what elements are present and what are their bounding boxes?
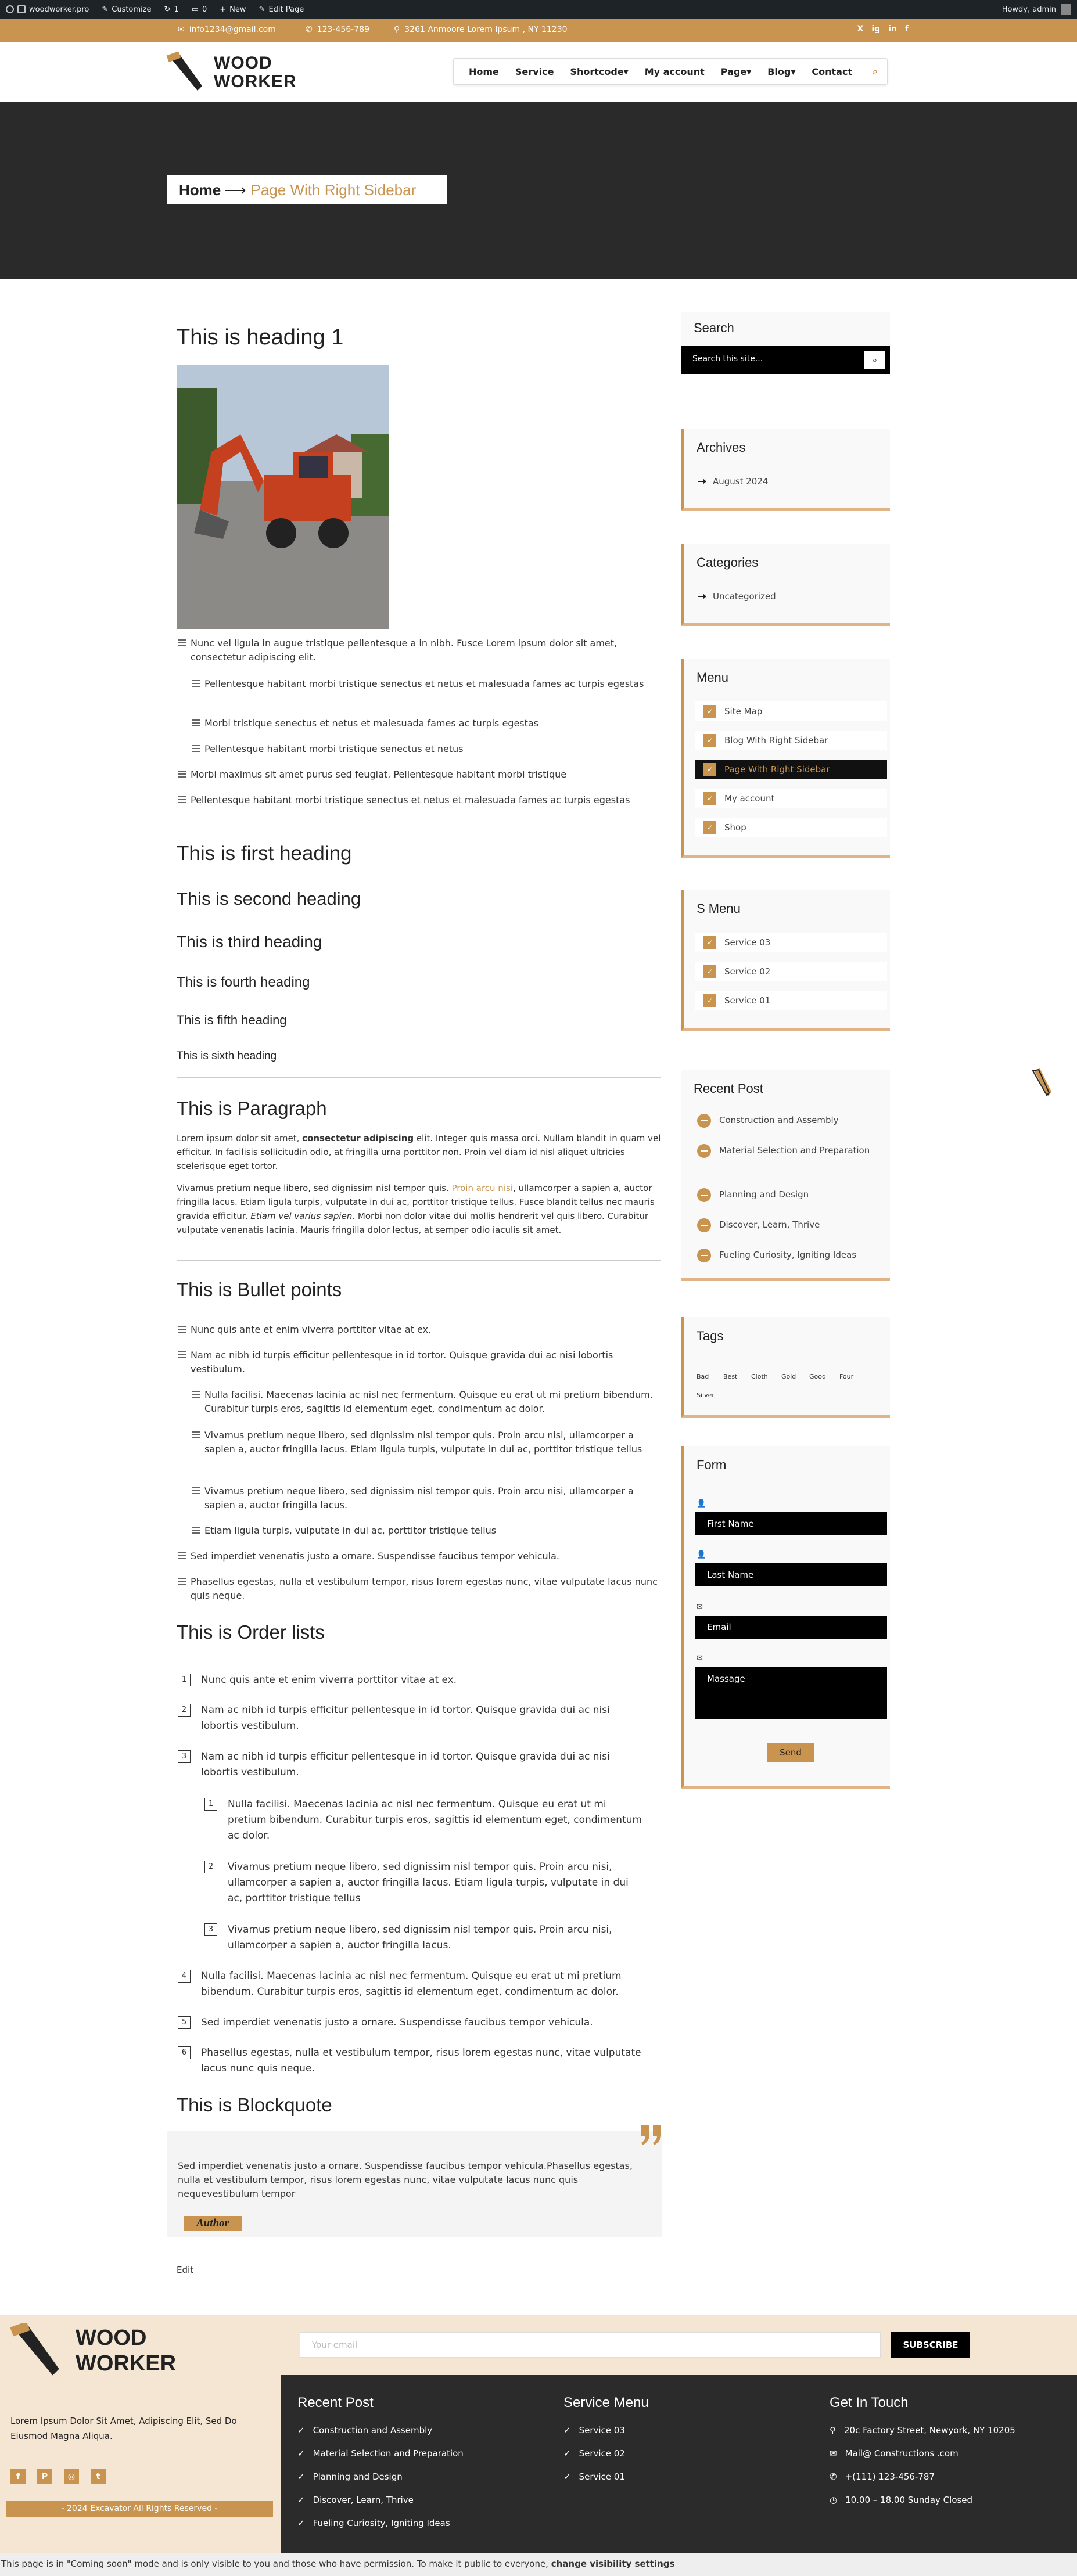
check-icon: ✓ [297, 2448, 305, 2459]
arrow-right-icon [698, 481, 706, 482]
menu-item-blog[interactable]: ✓ Blog With Right Sidebar [695, 731, 887, 750]
phone-icon: ✆ [830, 2471, 837, 2482]
top-bar [0, 19, 1077, 42]
check-icon: ✓ [297, 2471, 305, 2482]
tag-link[interactable]: Best [723, 1373, 738, 1380]
recent-post-item[interactable]: Material Selection and Preparation [697, 1144, 883, 1157]
topbar-email[interactable] [178, 25, 276, 34]
bullet-item: Nam ac nibh id turpis efficitur pellentesque in id tortor. Quisque gravida dui ac nisi lobortis vestibulum. [191, 1348, 661, 1376]
footer-recent-title: Recent Post [297, 2395, 374, 2410]
admin-edit-page[interactable] [259, 5, 304, 14]
admin-updates[interactable] [164, 5, 179, 14]
linkedin-icon[interactable]: in [888, 24, 897, 34]
site-header [0, 42, 1077, 102]
nav-my-account[interactable]: My account [637, 66, 713, 77]
topbar-address [394, 25, 568, 34]
nav-blog[interactable]: Blog▾ [759, 66, 803, 77]
divider [177, 1260, 661, 1261]
breadcrumb-home[interactable]: Home [179, 181, 221, 199]
check-icon: ✓ [703, 965, 716, 978]
pinterest-icon[interactable]: P [37, 2469, 52, 2484]
wordpress-icon [6, 5, 14, 13]
order-item: 5 Sed imperdiet venenatis justo a ornare. Suspendisse faucibus tempor vehicula. [201, 2015, 642, 2031]
last-name-field[interactable]: Last Name [695, 1563, 887, 1586]
saw-icon [166, 52, 208, 93]
form-widget-box [681, 1446, 890, 1789]
scroll-top-icon[interactable] [1032, 1068, 1053, 1098]
archive-item[interactable]: August 2024 [698, 476, 768, 487]
nav-home[interactable]: Home [461, 66, 507, 77]
topbar-phone[interactable] [306, 25, 369, 34]
menu-item-page-right-sidebar[interactable]: ✓ Page With Right Sidebar [695, 760, 887, 779]
facebook-icon[interactable]: f [904, 24, 909, 34]
order-item: 3 Vivamus pretium neque libero, sed dignissim nisl tempor quis. Proin arcu nisi, ullamcorper a sapien a, auctor fringilla lacus. [228, 1922, 642, 1953]
footer-recent-item[interactable]: ✓ Material Selection and Preparation [297, 2448, 464, 2459]
tag-link[interactable]: Good [809, 1373, 826, 1380]
menu-widget [681, 659, 890, 858]
check-icon: ✓ [703, 994, 716, 1007]
paragraph-link[interactable]: Proin arcu nisi [451, 1183, 513, 1193]
order-item: 1 Nulla facilisi. Maecenas lacinia ac nisl nec fermentum. Quisque eu erat ut mi pretium bibendum. Curabitur turpis eros, sagittis id elementum eget, condimentum ac dolor. [228, 1797, 642, 1844]
footer-service-item[interactable]: ✓ Service 03 [563, 2425, 625, 2435]
bullet-item: Phasellus egestas, nulla et vestibulum tempor, risus lorem egestas nunc, vitae vulputate lacus nunc quis neque. [191, 1575, 661, 1603]
tags-widget [681, 1317, 890, 1418]
list-item: Morbi maximus sit amet purus sed feugiat. Pellentesque habitant morbi tristique [191, 768, 661, 782]
twitter-icon[interactable]: t [91, 2469, 106, 2484]
admin-site-label: woodworker.pro [29, 5, 89, 14]
menu-item-site-map[interactable]: ✓ Site Map [695, 701, 887, 721]
quote-text: Sed imperdiet venenatis justo a ornare. Suspendisse faucibus tempor vehicula.Phasellus egestas, nulla et vestibulum tempor, risus lorem egestas nunc, vitae vulputate lacus nunc quis nequevestibulum tempor [178, 2160, 633, 2199]
admin-site[interactable] [6, 5, 89, 14]
topbar-phone-text: 123-456-789 [317, 25, 370, 34]
order-item: 1 Nunc quis ante et enim viverra porttitor vitae at ex. [201, 1672, 642, 1688]
visibility-settings-link[interactable]: change visibility settings [551, 2559, 675, 2569]
notice-text: This page is in "Coming soon" mode and is only visible to you and those who have permission. To make it public to everyone, [1, 2559, 551, 2569]
heading-second: This is second heading [177, 888, 361, 909]
footer-brand [0, 2315, 281, 2553]
order-item: 6 Phasellus egestas, nulla et vestibulum tempor, risus lorem egestas nunc, vitae vulputate lacus nunc quis neque. [201, 2045, 642, 2077]
smenu-item[interactable]: ✓ Service 01 [695, 991, 887, 1010]
saw-icon [9, 2323, 67, 2379]
tag-link[interactable]: Gold [781, 1373, 796, 1380]
check-icon: ✓ [703, 936, 716, 949]
brush-icon: ✎ [102, 5, 109, 14]
check-icon: ✓ [563, 2448, 571, 2459]
breadcrumb-arrow: ⟶ [224, 181, 246, 199]
heading-first: This is first heading [177, 842, 352, 865]
user-icon: 👤 [697, 1550, 706, 1559]
admin-customize-label: Customize [112, 5, 152, 14]
check-icon: ✓ [563, 2425, 571, 2435]
order-item: 3 Nam ac nibh id turpis efficitur pellentesque in id tortor. Quisque gravida dui ac nisi lobortis vestibulum. [201, 1749, 642, 1780]
bullet-item: Vivamus pretium neque libero, sed dignissim nisl tempor quis. Proin arcu nisi, ullamcorper a sapien a, auctor fringilla lacus. [204, 1484, 661, 1512]
admin-new-label: New [229, 5, 246, 14]
check-icon: ✓ [563, 2471, 571, 2482]
search-widget [681, 312, 890, 374]
main-nav [453, 58, 888, 85]
divider [177, 1077, 661, 1078]
plus-icon: + [220, 5, 227, 14]
site-logo[interactable] [166, 52, 297, 93]
instagram-icon[interactable]: ◎ [64, 2469, 79, 2484]
order-title: This is Order lists [177, 1621, 325, 1643]
archives-title: Archives [697, 440, 746, 455]
refresh-icon: ↻ [164, 5, 171, 14]
category-item[interactable]: Uncategorized [698, 591, 776, 602]
email-field[interactable]: Email [695, 1616, 887, 1639]
paragraph-1: Lorem ipsum dolor sit amet, consectetur adipiscing elit. Integer quis massa orci. Nullam blandit in quam vel efficitur. In facilisis sollicitudin odio, at fringilla urna porttitor non. Proin vel diam id nisl aliquet ultricies scelerisque eget tortor. [177, 1133, 661, 1171]
menu-title: Menu [697, 670, 729, 685]
first-name-field[interactable]: First Name [695, 1512, 887, 1535]
subscribe-button[interactable]: SUBSCRIBE [891, 2332, 970, 2358]
quote-author: Author [184, 2216, 242, 2231]
footer-recent-item[interactable]: ✓ Fueling Curiosity, Igniting Ideas [297, 2518, 450, 2528]
admin-customize[interactable] [102, 5, 151, 14]
mail-icon: ✉ [830, 2448, 837, 2459]
blockquote [167, 2131, 662, 2237]
heading-third: This is third heading [177, 933, 322, 951]
check-icon: ✓ [297, 2518, 305, 2528]
check-icon: ✓ [297, 2495, 305, 2505]
message-field[interactable]: Massage [695, 1667, 887, 1719]
search-icon[interactable]: ⌕ [863, 59, 887, 84]
heading-1: This is heading 1 [177, 325, 344, 350]
footer-touch-title: Get In Touch [830, 2395, 909, 2410]
footer-logo-text[interactable]: WOOD WORKER [76, 2326, 177, 2376]
categories-widget [681, 544, 890, 626]
heading-sixth: This is sixth heading [177, 1050, 277, 1062]
excavator-image [177, 365, 389, 629]
topbar-social [857, 24, 909, 34]
recent-post-item[interactable]: Fueling Curiosity, Igniting Ideas [697, 1249, 883, 1261]
search-submit-icon[interactable]: ⌕ [864, 351, 885, 369]
footer-service-item[interactable]: ✓ Service 01 [563, 2471, 625, 2482]
admin-edit-label: Edit Page [268, 5, 304, 14]
footer-service-item[interactable]: ✓ Service 02 [563, 2448, 625, 2459]
arrow-right-icon [698, 596, 706, 597]
admin-updates-count: 1 [174, 5, 179, 14]
footer-about: Lorem Ipsum Dolor Sit Amet, Adipiscing Elit, Sed Do Eiusmod Magna Aliqua. [10, 2416, 237, 2441]
bullet-item: Etiam ligula turpis, vulputate in dui ac, porttitor tristique tellus [204, 1524, 661, 1538]
tag-link[interactable]: Silver [697, 1391, 715, 1399]
newsletter-email-input[interactable]: Your email [300, 2332, 881, 2358]
smenu-widget [681, 890, 890, 1031]
footer-recent-item[interactable]: ✓ Discover, Learn, Thrive [297, 2495, 414, 2505]
nav-page[interactable]: Page▾ [713, 66, 759, 77]
howdy-label: Howdy, admin [1001, 5, 1056, 14]
recent-post-item[interactable]: Planning and Design [697, 1188, 883, 1201]
comment-icon: ▭ [191, 5, 199, 14]
mail-icon: ✉ [178, 25, 185, 34]
list-item: Pellentesque habitant morbi tristique senectus et netus [204, 742, 661, 756]
footer-hours: ◷ 10.00 – 18.00 Sunday Closed [830, 2495, 973, 2505]
order-item: 2 Vivamus pretium neque libero, sed dignissim nisl tempor quis. Proin arcu nisi, ullamcorper a sapien a, auctor fringilla lacus. Etiam ligula turpis, vulputate in dui ac, porttitor tristique tellus [228, 1859, 642, 1906]
paragraph-title: This is Paragraph [177, 1098, 327, 1119]
form-title: Form [697, 1458, 727, 1472]
page-hero [0, 102, 1077, 279]
tags-title: Tags [697, 1329, 724, 1343]
check-icon: ✓ [703, 821, 716, 834]
breadcrumb [167, 175, 447, 204]
admin-bar [0, 0, 1077, 19]
tag-link[interactable]: Four [839, 1373, 854, 1380]
smenu-title: S Menu [697, 901, 741, 916]
tag-link[interactable]: Cloth [751, 1373, 768, 1380]
check-icon: ✓ [703, 763, 716, 776]
user-icon: 👤 [697, 1499, 706, 1508]
nav-contact[interactable]: Contact [812, 66, 853, 77]
copyright: - 2024 Excavator All Rights Reserved - [6, 2501, 273, 2517]
menu-item-shop[interactable]: ✓ Shop [695, 818, 887, 837]
quote-icon [640, 2125, 662, 2145]
logo-line2: WORKER [214, 72, 297, 91]
recent-post-title: Recent Post [694, 1081, 763, 1096]
list-item: Pellentesque habitant morbi tristique senectus et netus et malesuada fames ac turpis egestas [204, 677, 661, 691]
smenu-item[interactable]: ✓ Service 03 [695, 933, 887, 952]
home-icon [17, 5, 26, 13]
map-marker-icon: ⚲ [830, 2425, 836, 2435]
bullet-item: Vivamus pretium neque libero, sed dignissim nisl tempor quis. Proin arcu nisi, ullamcorper a sapien a, auctor fringilla lacus. Etiam ligula turpis, vulputate in dui ac, porttitor tristique tellus [204, 1429, 661, 1456]
quote-title: This is Blockquote [177, 2094, 332, 2116]
list-item: Morbi tristique senectus et netus et malesuada fames ac turpis egestas [204, 717, 661, 731]
instagram-icon[interactable]: ig [871, 24, 881, 34]
list-item: Nunc vel ligula in augue tristique pellentesque a in nibh. Fusce Lorem ipsum dolor sit amet, consectetur adipiscing elit. [191, 636, 661, 664]
heading-fifth: This is fifth heading [177, 1013, 287, 1027]
bullet-item: Sed imperdiet venenatis justo a ornare. Suspendisse faucibus tempor vehicula. [191, 1549, 661, 1563]
admin-new[interactable] [220, 5, 246, 14]
facebook-icon[interactable]: f [10, 2469, 26, 2484]
coming-soon-notice [0, 2553, 1077, 2576]
mail-icon: ✉ [697, 1654, 703, 1663]
check-icon: ✓ [703, 705, 716, 718]
check-icon: ✓ [297, 2425, 305, 2435]
categories-title: Categories [697, 555, 759, 570]
recent-post-widget [681, 1070, 890, 1281]
admin-comments-count: 0 [202, 5, 207, 14]
bullet-item: Nunc quis ante et enim viverra porttitor vitae at ex. [191, 1323, 661, 1337]
search-field[interactable] [681, 346, 890, 374]
topbar-address-text: 3261 Anmoore Lorem Ipsum , NY 11230 [404, 25, 568, 34]
send-button[interactable]: Send [767, 1743, 814, 1762]
order-item: 2 Nam ac nibh id turpis efficitur pellentesque in id tortor. Quisque gravida dui ac nisi lobortis vestibulum. [201, 1703, 642, 1734]
tag-link[interactable]: Bad [697, 1373, 709, 1380]
map-marker-icon: ⚲ [394, 25, 400, 34]
edit-link[interactable]: Edit [177, 2265, 194, 2275]
bullet-title: This is Bullet points [177, 1279, 342, 1300]
footer-recent-item[interactable]: ✓ Construction and Assembly [297, 2425, 433, 2435]
recent-post-item[interactable]: Discover, Learn, Thrive [697, 1218, 883, 1231]
check-icon: ✓ [703, 792, 716, 805]
smenu-item[interactable]: ✓ Service 02 [695, 962, 887, 981]
list-item: Pellentesque habitant morbi tristique senectus et netus et malesuada fames ac turpis egestas [191, 793, 661, 807]
recent-post-item[interactable]: Construction and Assembly [697, 1114, 883, 1127]
footer-phone[interactable]: ✆ +(111) 123-456-787 [830, 2471, 935, 2482]
check-icon: ✓ [703, 734, 716, 747]
footer-recent-item[interactable]: ✓ Planning and Design [297, 2471, 403, 2482]
admin-comments[interactable] [192, 5, 207, 14]
mail-icon: ✉ [697, 1603, 703, 1611]
phone-icon: ✆ [306, 25, 313, 34]
nav-service[interactable]: Service [507, 66, 562, 77]
search-placeholder: Search this site... [692, 354, 763, 364]
x-icon[interactable]: X [857, 24, 864, 34]
menu-item-my-account[interactable]: ✓ My account [695, 789, 887, 808]
footer-address: ⚲ 20c Factory Street, Newyork, NY 10205 [830, 2425, 1015, 2435]
paragraph-2: Vivamus pretium neque libero, sed dignissim nisl tempor quis. Proin arcu nisi, ullamcorper a sapien a, auctor fringilla lacus. Etiam ligula turpis, vulputate in dui ac, porttitor tristique tellus. Fusce blandit tellus nec mauris gravida efficitur. Etiam vel varius sapien. Morbi non dolor vitae dui mollis hendrerit vel quis libero. Curabitur vulputate venenatis lacinia. Mauris fringilla dolor lectus, at semper odio iaculis sit amet. [177, 1183, 655, 1235]
archives-widget [681, 429, 890, 511]
clock-icon: ◷ [830, 2495, 838, 2505]
order-item: 4 Nulla facilisi. Maecenas lacinia ac nisl nec fermentum. Quisque eu erat ut mi pretium bibendum. Curabitur turpis eros, sagittis id elementum eget, condimentum ac dolor. [201, 1969, 642, 2000]
breadcrumb-current: Page With Right Sidebar [250, 181, 417, 199]
footer-service-title: Service Menu [563, 2395, 649, 2410]
heading-fourth: This is fourth heading [177, 974, 310, 990]
bullet-item: Nulla facilisi. Maecenas lacinia ac nisl nec fermentum. Quisque eu erat ut mi pretium bibendum. Curabitur turpis eros, sagittis id elementum eget, condimentum ac dolor. [204, 1388, 661, 1416]
admin-account[interactable] [1002, 4, 1071, 15]
pencil-icon: ✎ [259, 5, 265, 14]
footer-mail[interactable]: ✉ Mail@ Constructions .com [830, 2448, 958, 2459]
search-widget-title: Search [694, 321, 734, 335]
nav-shortcode[interactable]: Shortcode▾ [562, 66, 636, 77]
avatar [1061, 4, 1071, 15]
logo-line1: WOOD [214, 53, 272, 73]
topbar-email-text: info1234@gmail.com [189, 25, 276, 34]
